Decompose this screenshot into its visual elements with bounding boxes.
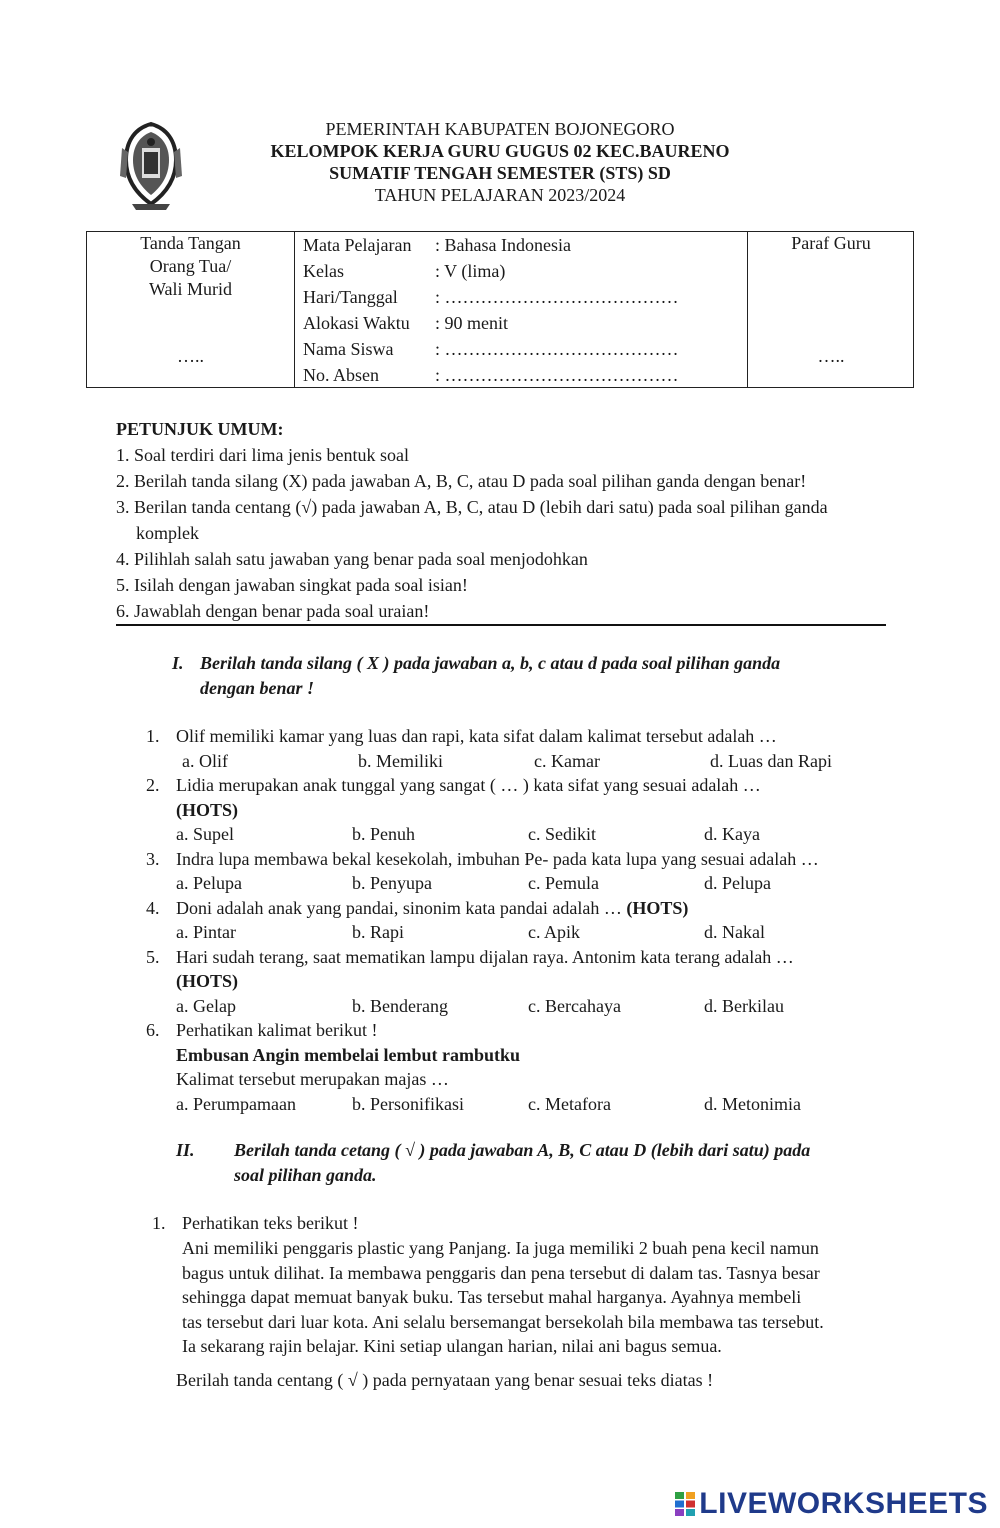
section-2-line-1: Berilah tanda cetang ( √ ) pada jawaban A, B, C atau D (lebih dari satu) pada [234, 1140, 811, 1160]
question-2 [146, 773, 886, 847]
question-number: 3. [146, 848, 160, 869]
question-text: Indra lupa membawa bekal kesekolah, imbuhan Pe- pada kata lupa yang sesuai adalah … [176, 848, 819, 869]
header-line-3: SUMATIF TENGAH SEMESTER (STS) SD [329, 163, 671, 183]
question-list [146, 724, 886, 1116]
info-row-student-name [303, 336, 743, 362]
info-value: : Bahasa Indonesia [435, 235, 571, 255]
teacher-initial-cell [747, 232, 914, 387]
question-number: 6. [146, 1020, 160, 1040]
parent-signature-cell [87, 232, 295, 387]
checklist-instruction: Berilah tanda centang ( √ ) pada pernyataan yang benar sesuai teks diatas ! [176, 1370, 714, 1390]
regency-logo [120, 118, 182, 213]
exam-info-table [86, 231, 914, 388]
option-b[interactable]: b. Memiliki [358, 750, 443, 771]
instruction-item: 1. Soal terdiri dari lima jenis bentuk soal [116, 445, 409, 465]
instruction-item: 2. Berilah tanda silang (X) pada jawaban A, B, C, atau D pada soal pilihan ganda dengan benar! [116, 471, 807, 491]
hots-tag: (HOTS) [626, 897, 689, 918]
question-3-options [146, 871, 886, 896]
question-number: 2. [146, 775, 160, 795]
date-field[interactable]: : ………………………………… [435, 287, 679, 307]
instruction-item: 5. Isilah dengan jawaban singkat pada soal isian! [116, 575, 468, 595]
option-a[interactable]: a. Supel [176, 824, 234, 844]
option-b[interactable]: b. Penuh [352, 824, 415, 844]
info-label: No. Absen [303, 365, 379, 385]
parent-signature-line-3: Wali Murid [148, 279, 233, 299]
hots-tag: (HOTS) [176, 971, 239, 991]
option-c[interactable]: c. Sedikit [528, 824, 596, 844]
info-row-duration [303, 310, 743, 336]
divider [116, 624, 886, 626]
header-line-2: KELOMPOK KERJA GURU GUGUS 02 KEC.BAURENO [270, 141, 730, 161]
info-value: : 90 menit [435, 313, 508, 333]
option-d[interactable]: d. Metonimia [704, 1093, 801, 1114]
info-row-subject [303, 232, 743, 258]
question-text: Perhatikan teks berikut ! [182, 1213, 359, 1233]
question-text: Olif memiliki kamar yang luas dan rapi, kata sifat dalam kalimat tersebut adalah … [176, 726, 777, 746]
brand-text: LIVEWORKSHEETS [699, 1487, 988, 1520]
section-2-question-1 [152, 1211, 358, 1236]
liveworksheets-logo-icon [675, 1492, 695, 1516]
question-6 [146, 1018, 886, 1116]
question-6-options [146, 1092, 886, 1117]
option-c[interactable]: c. Bercahaya [528, 995, 621, 1016]
info-row-class [303, 258, 743, 284]
option-d[interactable]: d. Nakal [704, 922, 765, 942]
question-number: 1. [146, 726, 160, 746]
instruction-item: 6. Jawablah dengan benar pada soal uraian! [116, 601, 430, 621]
info-row-absence-number [303, 362, 743, 388]
option-a[interactable]: a. Pelupa [176, 873, 242, 893]
question-prompt: Kalimat tersebut merupakan majas … [176, 1069, 449, 1089]
general-instructions [116, 416, 896, 624]
section-1-heading [172, 651, 872, 701]
student-name-field[interactable]: : ………………………………… [435, 339, 679, 359]
question-number: 1. [152, 1213, 166, 1233]
section-1-line-1: Berilah tanda silang ( X ) pada jawaban a, b, c atau d pada soal pilihan ganda [200, 653, 781, 673]
instruction-item: 4. Pilihlah salah satu jawaban yang benar pada soal menjodohkan [116, 549, 588, 569]
passage-line: sehingga dapat memuat banyak buku. Tas tersebut mahal harganya. Ayahnya membeli [182, 1287, 802, 1307]
quoted-sentence: Embusan Angin membelai lembut rambutku [176, 1044, 521, 1065]
question-text: Doni adalah anak yang pandai, sinonim kata pandai adalah … [176, 897, 622, 918]
section-1-line-2: dengan benar ! [200, 678, 315, 698]
option-d[interactable]: d. Pelupa [704, 873, 771, 893]
info-value: : V (lima) [435, 261, 506, 281]
option-d[interactable]: d. Luas dan Rapi [710, 750, 832, 771]
section-2-line-2: soal pilihan ganda. [234, 1165, 377, 1185]
exam-details [303, 232, 743, 387]
liveworksheets-brand [675, 1487, 988, 1520]
teacher-initial-title: Paraf Guru [791, 233, 871, 253]
info-label: Hari/Tanggal [303, 287, 398, 307]
option-b[interactable]: b. Benderang [352, 995, 448, 1016]
option-a[interactable]: a. Pintar [176, 922, 236, 942]
instructions-title: PETUNJUK UMUM: [116, 419, 284, 439]
option-c[interactable]: c. Pemula [528, 873, 599, 893]
teacher-initial-space: ….. [817, 346, 845, 366]
option-c[interactable]: c. Kamar [534, 750, 600, 771]
info-label: Alokasi Waktu [303, 313, 410, 333]
option-d[interactable]: d. Kaya [704, 824, 760, 844]
option-a[interactable]: a. Perumpamaan [176, 1093, 296, 1114]
question-2-options [146, 822, 886, 847]
question-number: 5. [146, 946, 160, 967]
section-2-heading [176, 1138, 896, 1188]
option-a[interactable]: a. Olif [182, 750, 228, 771]
option-b[interactable]: b. Personifikasi [352, 1093, 464, 1114]
question-text: Lidia merupakan anak tunggal yang sangat ( … ) kata sifat yang sesuai adalah … [176, 775, 761, 795]
header-line-1: PEMERINTAH KABUPATEN BOJONEGORO [325, 119, 675, 139]
option-d[interactable]: d. Berkilau [704, 995, 784, 1016]
reading-passage [182, 1236, 892, 1359]
passage-line: bagus untuk dilihat. Ia membawa penggaris dan pena tersebut di dalam tas. Tasnya besar [182, 1262, 820, 1283]
info-label: Mata Pelajaran [303, 235, 412, 255]
option-b[interactable]: b. Rapi [352, 922, 404, 942]
section-1-number: I. [172, 653, 184, 673]
section-2-number: II. [176, 1140, 195, 1160]
question-1 [146, 724, 886, 773]
instruction-item: 3. Berilan tanda centang (√) pada jawaban A, B, C, atau D (lebih dari satu) pada soal pilihan ganda [116, 497, 828, 517]
passage-line: Ani memiliki penggaris plastic yang Panjang. Ia juga memiliki 2 buah pena kecil namun [182, 1238, 819, 1258]
header-line-4: TAHUN PELAJARAN 2023/2024 [374, 185, 626, 205]
option-b[interactable]: b. Penyupa [352, 873, 432, 893]
question-3 [146, 847, 886, 896]
question-5-options [146, 994, 886, 1019]
parent-signature-space: ….. [177, 346, 204, 366]
passage-line: Ia sekarang rajin belajar. Kini setiap ulangan harian, nilai ani bagus semua. [182, 1336, 722, 1356]
question-5 [146, 945, 886, 1019]
info-label: Nama Siswa [303, 339, 394, 359]
hots-tag: (HOTS) [176, 799, 239, 820]
info-row-date [303, 284, 743, 310]
question-4-options [146, 920, 886, 945]
parent-signature-line-2: Orang Tua/ [149, 256, 232, 276]
instruction-item-continued: komplek [136, 523, 199, 543]
document-header [200, 118, 800, 206]
question-number: 4. [146, 897, 160, 918]
question-text: Perhatikan kalimat berikut ! [176, 1020, 378, 1040]
option-a[interactable]: a. Gelap [176, 995, 236, 1016]
parent-signature-line-1: Tanda Tangan [140, 233, 241, 253]
passage-line: tas tersebut dari luar kota. Ani selalu bersemangat bersekolah bila membawa tas tersebut. [182, 1311, 824, 1332]
question-4 [146, 896, 886, 945]
question-text: Hari sudah terang, saat mematikan lampu dijalan raya. Antonim kata terang adalah … [176, 946, 794, 967]
option-c[interactable]: c. Apik [528, 922, 580, 942]
absence-number-field[interactable]: : ………………………………… [435, 365, 679, 385]
option-c[interactable]: c. Metafora [528, 1093, 611, 1114]
question-1-options [146, 749, 886, 774]
info-label: Kelas [303, 261, 344, 281]
